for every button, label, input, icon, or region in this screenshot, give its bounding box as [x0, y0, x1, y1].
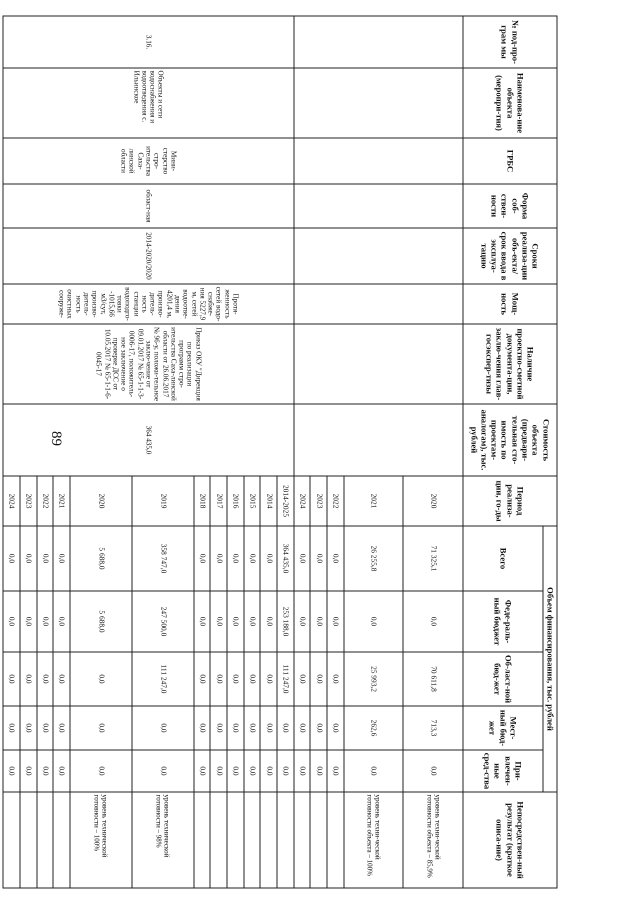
regional-cell: 0,0 [260, 652, 277, 706]
header-ownership: Форма соб-ствен-ности [463, 184, 557, 228]
federal-cell: 0,0 [260, 591, 277, 652]
total-cell: 358 747,0 [132, 526, 194, 591]
regional-cell: 0,0 [227, 652, 244, 706]
result-cell: уровень техни-ческой готовности объекта – 85,9% [403, 792, 463, 888]
prev-num-cell [294, 16, 463, 68]
federal-cell: 0,0 [244, 591, 261, 652]
header-terms: Сроки реализа-ции объ-екта/срок ввода в эксплуа-тацию [463, 228, 557, 284]
period-cell: 2020 [70, 476, 132, 526]
project-name-cell: Объекты и сети водоснабжения и водоотведения с. Ильинское [3, 68, 294, 138]
result-cell [244, 792, 261, 888]
federal-cell: 0,0 [327, 591, 344, 652]
regional-cell: 0,0 [327, 652, 344, 706]
period-cell: 2017 [210, 476, 227, 526]
total-cell: 364 435,0 [277, 526, 294, 591]
result-cell [53, 792, 70, 888]
total-cell: 0,0 [294, 526, 311, 591]
federal-cell: 0,0 [227, 591, 244, 652]
local-cell: 0,0 [37, 706, 54, 750]
period-cell: 2020 [403, 476, 463, 526]
federal-cell: 0,0 [311, 591, 328, 652]
local-cell: 0,0 [244, 706, 261, 750]
regional-cell: 0,0 [3, 652, 20, 706]
header-local: Мест-ный бюд-жет [463, 706, 543, 750]
total-cell: 0,0 [311, 526, 328, 591]
total-cell: 0,0 [244, 526, 261, 591]
local-cell: 0,0 [194, 706, 211, 750]
total-cell: 71 325,1 [403, 526, 463, 591]
period-cell: 2014 [260, 476, 277, 526]
local-cell: 0,0 [53, 706, 70, 750]
period-cell: 2014-2025 [277, 476, 294, 526]
regional-cell: 0,0 [244, 652, 261, 706]
local-cell: 0,0 [311, 706, 328, 750]
regional-cell: 111 247,0 [277, 652, 294, 706]
total-cell: 5 688,0 [70, 526, 132, 591]
attracted-cell: 0,0 [277, 750, 294, 792]
result-cell [311, 792, 328, 888]
header-funding: Объем финансирования, тыс. рублей [543, 526, 557, 792]
regional-cell: 25 993,2 [344, 652, 404, 706]
total-cell: 0,0 [3, 526, 20, 591]
total-cell: 0,0 [227, 526, 244, 591]
project-cost-cell: 364 435,0 [3, 404, 294, 476]
attracted-cell: 0,0 [37, 750, 54, 792]
header-period: Период реализа-ции, го-ды [463, 476, 557, 526]
regional-cell: 0,0 [37, 652, 54, 706]
result-cell [277, 792, 294, 888]
project-power-cell: Протя-женность сетей водо-снабже-ния 5227,9 м, сетей водоотве-дения 4201,4 м, произво-дитель-ность станции водоподго-товки -1015,66 м3/сут, произво-дитель-ность очистных сооруже- [3, 284, 294, 324]
header-docs: Наличие проектно-сметной документа-ции, заклю-чения глав-госэкспер-тизы [463, 324, 557, 404]
prev-name-cell [294, 68, 463, 138]
attracted-cell: 0,0 [194, 750, 211, 792]
local-cell: 0,0 [294, 706, 311, 750]
period-cell: 2016 [227, 476, 244, 526]
local-cell: 0,0 [70, 706, 132, 750]
project-ownership-cell: област-ная [3, 184, 294, 228]
federal-cell: 5 688,0 [70, 591, 132, 652]
total-cell: 0,0 [37, 526, 54, 591]
period-cell: 2018 [194, 476, 211, 526]
result-cell [260, 792, 277, 888]
regional-cell: 0,0 [210, 652, 227, 706]
attracted-cell: 0,0 [344, 750, 404, 792]
attracted-cell: 0,0 [70, 750, 132, 792]
result-cell [3, 792, 20, 888]
page-number: 89 [48, 431, 64, 446]
attracted-cell: 0,0 [227, 750, 244, 792]
federal-cell: 0,0 [53, 591, 70, 652]
regional-cell: 0,0 [194, 652, 211, 706]
local-cell: 713,3 [403, 706, 463, 750]
local-cell: 0,0 [277, 706, 294, 750]
header-cost: Стоимость объекта (предвари-тельная сто-имость по проектам-аналогам), тыс. рублей [463, 404, 557, 476]
table-row [403, 16, 463, 888]
local-cell: 0,0 [3, 706, 20, 750]
local-cell: 0,0 [227, 706, 244, 750]
period-cell: 2024 [294, 476, 311, 526]
result-cell [227, 792, 244, 888]
regional-cell: 0,0 [53, 652, 70, 706]
period-cell: 2022 [327, 476, 344, 526]
project-docs-cell: Приказ ОКУ "Дирекция по реализации программ стро-ительства Саха-линской области от 26.06.2017 № 96-у, положи-тельное заклю-чение от 09.01.2017 № 65-1-1-3-0006-17, положитель-ное заключение о проверке ДСС от 10.05.2017 № 65-1-1-6-0045-17 [3, 324, 294, 404]
result-cell [20, 792, 37, 888]
project-num-cell: 3.16. [3, 16, 294, 68]
prev-cost-cell [294, 404, 463, 476]
result-cell [210, 792, 227, 888]
local-cell: 0,0 [132, 706, 194, 750]
regional-cell: 111 247,0 [132, 652, 194, 706]
result-cell [327, 792, 344, 888]
total-cell: 26 255,8 [344, 526, 404, 591]
period-cell: 2015 [244, 476, 261, 526]
header-num: № под-про-грам мы [463, 16, 557, 68]
period-cell: 2023 [311, 476, 328, 526]
attracted-cell: 0,0 [260, 750, 277, 792]
local-cell: 0,0 [20, 706, 37, 750]
federal-cell: 0,0 [403, 591, 463, 652]
total-cell: 0,0 [20, 526, 37, 591]
total-cell: 0,0 [53, 526, 70, 591]
attracted-cell: 0,0 [244, 750, 261, 792]
header-regional: Об-ласт-ной бюд-жет [463, 652, 543, 706]
project-grbs-cell: Мини-стерство стро-ительства Саха-линской области [3, 138, 294, 184]
period-cell: 2021 [53, 476, 70, 526]
header-grbs: ГРБС [463, 138, 557, 184]
federal-cell: 0,0 [294, 591, 311, 652]
result-cell [37, 792, 54, 888]
attracted-cell: 0,0 [311, 750, 328, 792]
federal-cell: 0,0 [3, 591, 20, 652]
result-cell [194, 792, 211, 888]
federal-cell: 0,0 [210, 591, 227, 652]
header-total: Всего [463, 526, 543, 591]
project-terms-cell: 2014-2020/2020 [3, 228, 294, 284]
header-attracted: При-влечен-ные сред-ства [463, 750, 543, 792]
federal-cell: 0,0 [344, 591, 404, 652]
regional-cell: 70 611,8 [403, 652, 463, 706]
regional-cell: 0,0 [294, 652, 311, 706]
header-federal: Феде-раль-ный бюджет [463, 591, 543, 652]
prev-ownership-cell [294, 184, 463, 228]
attracted-cell: 0,0 [53, 750, 70, 792]
period-cell: 2023 [20, 476, 37, 526]
total-cell: 0,0 [194, 526, 211, 591]
financing-table [3, 16, 558, 889]
regional-cell: 0,0 [20, 652, 37, 706]
federal-cell: 247 500,0 [132, 591, 194, 652]
table-row [277, 16, 294, 888]
result-cell [294, 792, 311, 888]
prev-grbs-cell [294, 138, 463, 184]
local-cell: 262,6 [344, 706, 404, 750]
federal-cell: 0,0 [37, 591, 54, 652]
result-cell: уровень техни-ческой готовности объекта – 100% [344, 792, 404, 888]
attracted-cell: 0,0 [403, 750, 463, 792]
attracted-cell: 0,0 [20, 750, 37, 792]
federal-cell: 0,0 [20, 591, 37, 652]
header-result: Непосредствен-ный результат (краткое описа-ние) [463, 792, 557, 888]
federal-cell: 253 188,0 [277, 591, 294, 652]
result-cell: уровень технической готовности – 100% [70, 792, 132, 888]
local-cell: 0,0 [260, 706, 277, 750]
local-cell: 0,0 [327, 706, 344, 750]
period-cell: 2024 [3, 476, 20, 526]
header-name: Наименова-ние объекта (меропри-тия) [463, 68, 557, 138]
period-cell: 2022 [37, 476, 54, 526]
attracted-cell: 0,0 [3, 750, 20, 792]
header-power: Мощ-ность [463, 284, 557, 324]
period-cell: 2021 [344, 476, 404, 526]
attracted-cell: 0,0 [210, 750, 227, 792]
total-cell: 0,0 [327, 526, 344, 591]
attracted-cell: 0,0 [327, 750, 344, 792]
prev-terms-cell [294, 228, 463, 284]
attracted-cell: 0,0 [132, 750, 194, 792]
regional-cell: 0,0 [311, 652, 328, 706]
attracted-cell: 0,0 [294, 750, 311, 792]
local-cell: 0,0 [210, 706, 227, 750]
regional-cell: 0,0 [70, 652, 132, 706]
total-cell: 0,0 [260, 526, 277, 591]
federal-cell: 0,0 [194, 591, 211, 652]
prev-power-cell [294, 284, 463, 324]
rotated-table-container [3, 16, 558, 888]
period-cell: 2019 [132, 476, 194, 526]
result-cell: уровень технической готовности – 98% [132, 792, 194, 888]
total-cell: 0,0 [210, 526, 227, 591]
prev-docs-cell [294, 324, 463, 404]
